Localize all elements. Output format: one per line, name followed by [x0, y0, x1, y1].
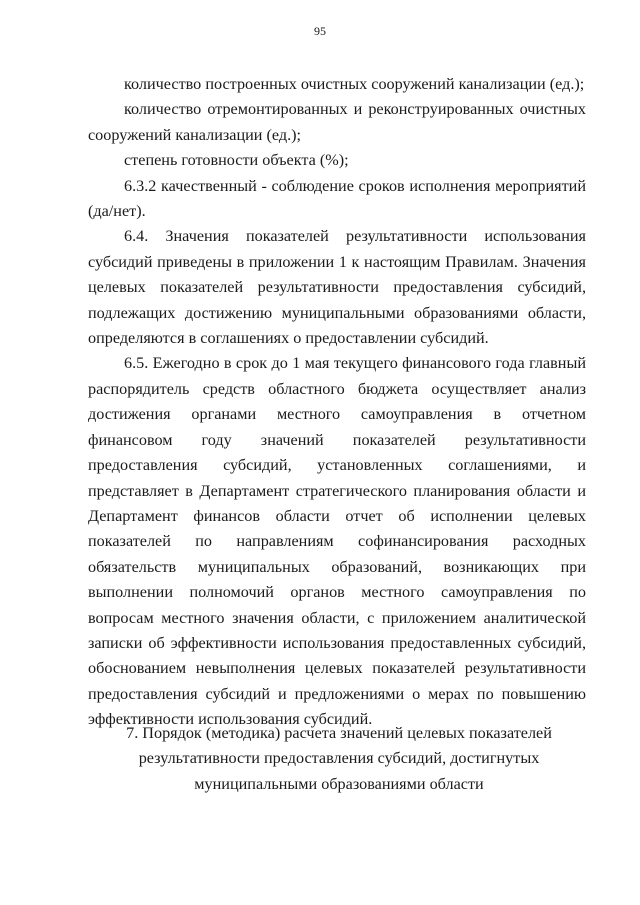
- paragraph-6-3-2: 6.3.2 качественный - соблюдение сроков исполнения мероприятий (да/нет).: [88, 176, 586, 221]
- paragraph-built-facilities: количество построенных очистных сооружений канализации (ед.);: [124, 75, 585, 93]
- paragraph-repaired-facilities: количество отремонтированных и реконструированных очистных сооружений канализации (ед.);: [88, 100, 586, 144]
- section-heading-line-2: результативности предоставления субсидий, достигнутых: [138, 749, 540, 768]
- paragraph-readiness-degree: степень готовности объекта (%);: [124, 151, 349, 170]
- section-heading: [120, 721, 558, 797]
- paragraph-6-4: 6.4. Значения показателей результативности использования субсидий приведены в приложении 1 к настоящим Правилам. Значения целевых показателей результативности предоставления субсидий, подлежащих достижению муниципальными образованиями области, определяются в соглашениях о предоставлении субсидий.: [88, 227, 586, 348]
- section-heading-line-1: 7. Порядок (методика) расчета значений целевых показателей: [126, 724, 552, 742]
- body-text: [88, 72, 586, 733]
- page-number: 95: [314, 24, 326, 38]
- paragraph-6-5: 6.5. Ежегодно в срок до 1 мая текущего финансового года главный распорядитель средств областного бюджета осуществляет анализ достижения органами местного самоуправления в отчетном финансовом году значений показателей результативности предоставления субсидий, установленных соглашениями, и представляет в Департамент стратегического планирования области и Департамент финансов области отчет об исполнении целевых показателей по направлениям софинансирования расходных обязательств муниципальных образований, возникающих при выполнении полномочий органов местного самоуправления по вопросам местного значения области, с приложением аналитической записки об эффективности использования предоставленных субсидий, обоснованием невыполнения целевых показателей результативности предоставления субсидий и предложениями о мерах по повышению эффективности использования субсидий.: [88, 354, 586, 729]
- section-heading-line-3: муниципальными образованиями области: [194, 774, 484, 793]
